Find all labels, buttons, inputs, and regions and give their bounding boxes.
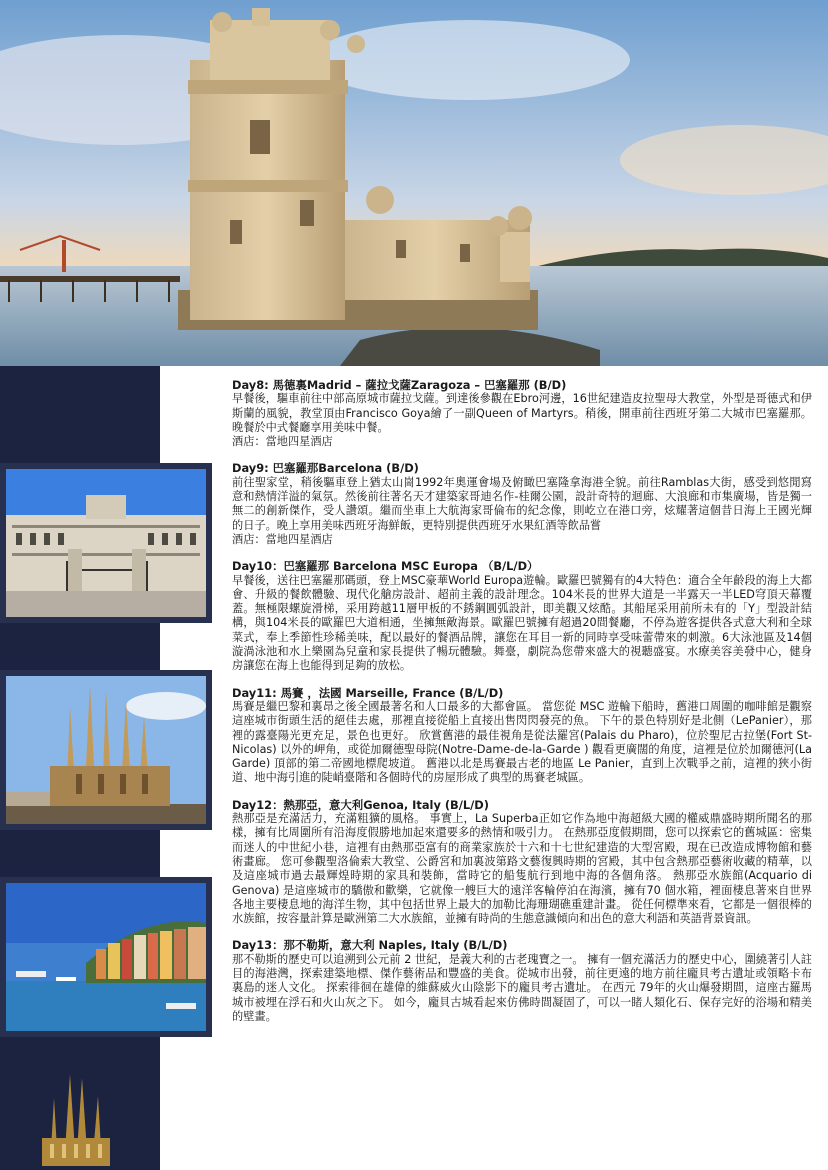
day-11-section	[232, 686, 812, 786]
palace-photo	[0, 463, 212, 623]
harbor-photo	[0, 877, 212, 1037]
hotel-info: 酒店：當地四星酒店	[232, 532, 333, 546]
cathedral-logo	[36, 1068, 116, 1166]
day-10-section	[232, 559, 812, 673]
day-description: 馬賽是繼巴黎和裏昂之後全國最著名和人口最多的大都會區。 當您從 MSC 遊輪下船時，舊港口周圍的咖啡館是觀察這座城市街頭生活的絕佳去處，那裡直接從船上直接出售閃閃發亮的魚。 下午的景色特別好是北側（LePanier），那裡的露臺陽光更充足，景色也更好。 欣賞舊港的最佳視角是從法羅宮(Palais du Pharo)，位於聖尼古拉堡(Fort St-Nicolas) 以外的岬角，或從加爾德聖母院(Notre-Dame-de-la-Garde ) 觀看更廣闊的角度，這裡是位於加爾德河(La Garde) 頂部的第二帝國地標爬坡道。 舊港以北是馬賽最古老的地區 Le Panier，直到上次戰爭之前，這裡的狹小街道、地中海引進的陡峭臺階和各個時代的房屋形成了典型的馬賽老城區。	[232, 699, 812, 785]
day-8-section	[232, 378, 812, 449]
hero-photo-tower	[0, 0, 828, 366]
day-9-section	[232, 461, 812, 547]
day-title: Day12：熱那亞，意大利Genoa, Italy (B/L/D)	[232, 797, 489, 812]
cathedral-photo	[0, 670, 212, 830]
day-title: Day11: 馬賽 ，法國 Marseille, France (B/L/D)	[232, 685, 504, 700]
day-12-section	[232, 798, 812, 927]
day-title: Day13：那不勒斯，意大利 Naples, Italy (B/L/D)	[232, 938, 508, 953]
day-title: Day8: 馬德裏Madrid – 薩拉戈薩Zaragoza – 巴塞羅那 (B/D)	[232, 378, 567, 392]
day-description: 前往聖家堂，稍後驅車登上猶太山崗1992年奧運會場及俯瞰巴塞隆拿海港全貌。前往Ramblas大街，感受到悠閒寫意和熱情洋溢的氣氛。然後前往著名天才建築家哥迪名作-桂爾公園，設計奇特的迴廊、大浪廊和市集廣場，皆是獨一無二的創新傑作，受人讚頌。繼而坐車上大航海家哥倫布的紀念像，則屹立在港口旁，炫耀著這個昔日海上王國光輝的日子。晚上享用美味西班牙海鮮飯，更特別提供西班牙水果紅酒等飲品嘗	[232, 475, 812, 532]
day-13-section	[232, 938, 812, 1024]
day-title: Day10：巴塞羅那 Barcelona MSC Europa （B/L/D）	[232, 559, 539, 574]
day-title: Day9: 巴塞羅那Barcelona (B/D)	[232, 461, 419, 476]
day-description: 那不勒斯的歷史可以追溯到公元前 2 世紀，是義大利的古老瑰寶之一。 擁有一個充滿活力的歷史中心，圍繞著引人註目的海港灣，探索建築地標、傑作藝術品和豐盛的美食。從城市出發，前往更遠的地方前往龐貝考古遺址或領略卡布裏島的迷人文化。 探索徘徊在雄偉的維蘇威火山陰影下的龐貝考古遺址。 在西元 79年的火山爆發期間，這座古羅馬城市被埋在浮石和火山灰之下。 如今，龐貝古城看起來仿佛時間凝固了，可以一睹人類化石、保存完好的浴場和精美的壁畫。	[232, 952, 812, 1023]
day-description: 早餐後，驅車前往中部高原城市薩拉戈薩。到達後參觀在Ebro河邊，16世紀建造皮拉聖母大教堂，外型是哥德式和伊斯蘭的風貌，教堂頂由Francisco Goya繪了一副Queen of Martyrs。稍後，開車前往西班牙第二大城市巴塞羅那。晚餐於中式餐廳享用美味中餐。	[232, 392, 812, 434]
day-description: 早餐後，送往巴塞羅那碼頭，登上MSC豪華World Europa遊輪。歐羅巴號獨有的4大特色：適合全年齡段的海上大都會、升級的餐飲體驗、現代化艙房設計、超前主義的設計理念。104米長的世界大道是一半露天一半LED穹頂天幕覆蓋。無極限螺旋滑梯，采用跨越11層甲板的不銹鋼圓弧設計，即美觀又炫酷。其船尾采用前所未有的「Y」型設計結構，與104米長的歐羅巴大道相通，坐擁無敵海景。歐羅巴號擁有超過20間餐廳，不停為遊客提供各式意大利和全球菜式，奉上季節性珍稀美味，配以最好的餐酒品牌，讓您在耳目一新的同時享受味蕾帶來的刺激。6大泳池區及14個漩渦泳池和水上樂園為兒童和家長提供了暢玩體驗。舞臺，劇院為您帶來盛大的視聽盛宴。水療美容美發中心，健身房讓您在海上也能得到足夠的放松。	[232, 573, 812, 673]
itinerary-content	[232, 378, 812, 1036]
day-description: 熱那亞是充滿活力，充滿粗獷的風格。 事實上，La Superba正如它作為地中海超級大國的權威鼎盛時期所聞名的那樣，擁有比周圍所有沿海度假勝地加起來還要多的熱情和吸引力。 在熱那亞度假期間，您可以探索它的舊城區：密集而迷人的中世紀小巷，這裡有由熱那亞富有的商業家族於十六和十七世紀建造的大型宮殿，現在已改造成博物館和藝術畫廊。 您可參觀聖洛倫索大教堂、公爵宮和加裏波第路文藝復興時期的宮殿，其中包含熱那亞藝術收藏的精華，以及這座城市過去最輝煌時期的家具和裝飾，當時它的船隻航行到地中海的各個角落。 熱那亞水族館(Acquario di Genova) 是這座城市的驕傲和歡樂，它就像一艘巨大的遠洋客輪停泊在海濱，擁有70 個水箱，裡面棲息著來自世界各地主要棲息地的海洋生物，其中包括世界上最大的加勒比海珊瑚礁重建計畫。 從任何標準來看，它都是一個很棒的水族館，按容量計算是歐洲第二大水族館，並擁有時尚的生態意識傾向和出色的意大利語和英語背景資訊。	[232, 812, 812, 926]
hotel-info: 酒店：當地四星酒店	[232, 435, 333, 449]
